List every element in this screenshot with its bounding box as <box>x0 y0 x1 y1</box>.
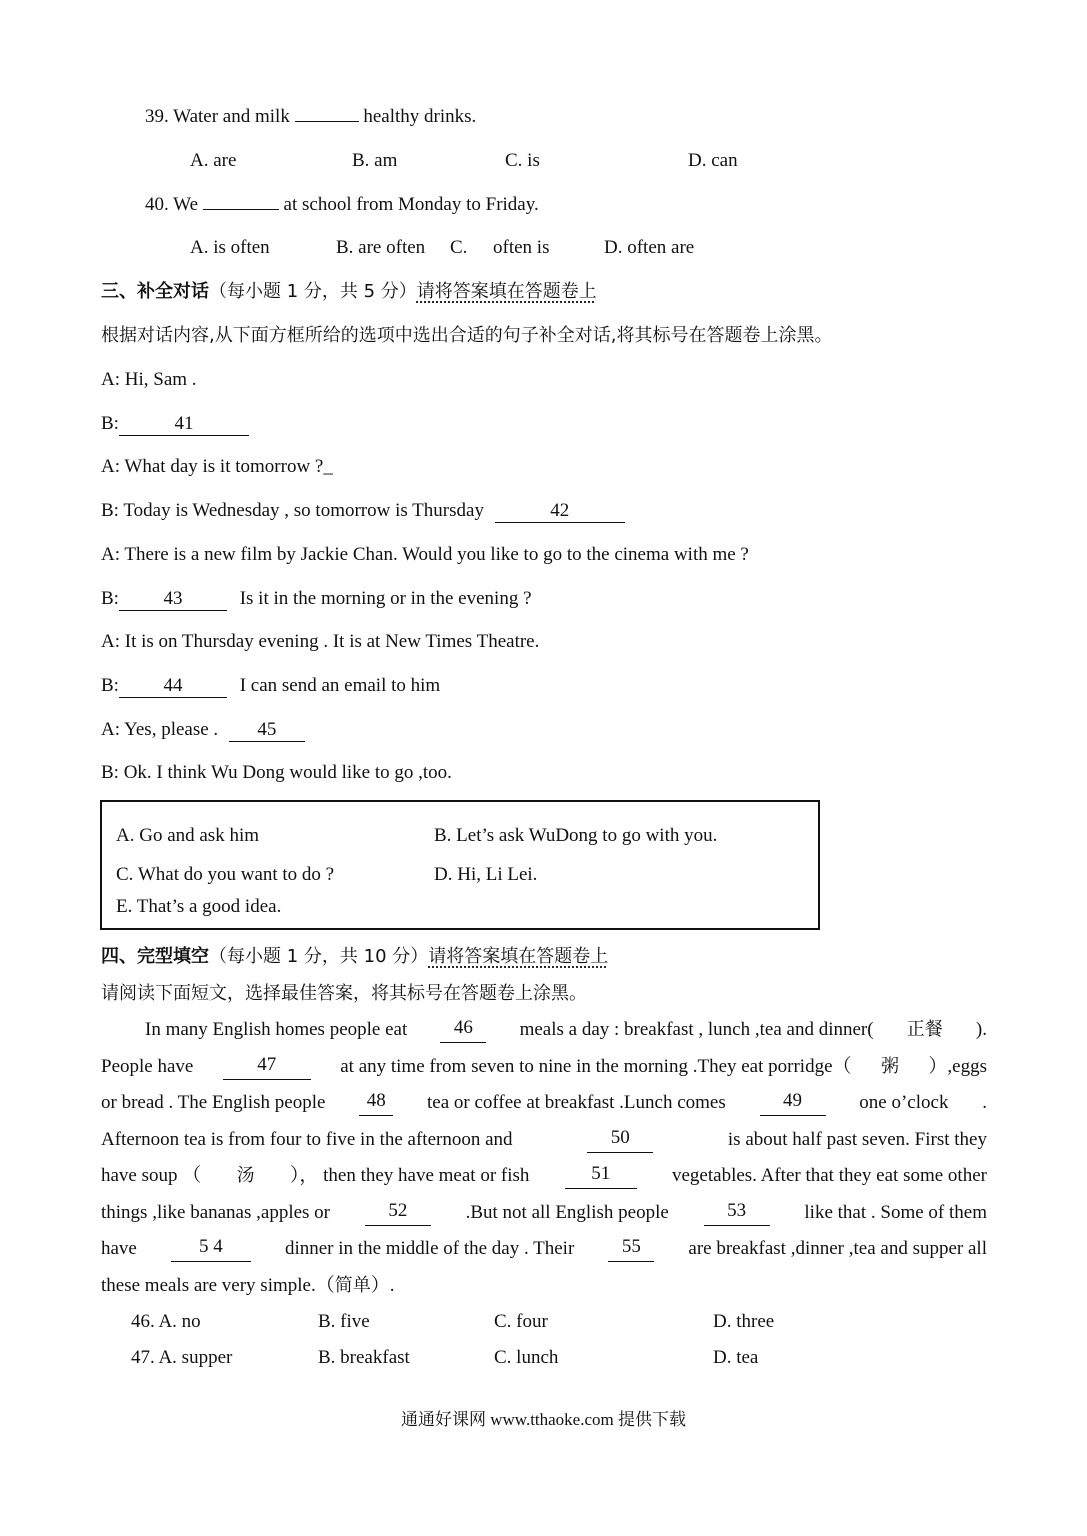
blank-51: 51 <box>565 1163 637 1189</box>
box-option-a: A. Go and ask him <box>116 825 260 846</box>
dialogue-line: B: Ok. I think Wu Dong would like to go ,too. <box>101 762 452 783</box>
blank-55: 55 <box>608 1236 654 1262</box>
dialogue-line: B: 43 Is it in the morning or in the evening ? <box>101 588 532 609</box>
section-3-instruction: 根据对话内容,从下面方框所给的选项中选出合适的句子补全对话,将其标号在答题卷上涂黑。 <box>101 325 833 346</box>
blank-47: 47 <box>223 1054 311 1080</box>
blank-54: 5 4 <box>171 1236 251 1262</box>
dialogue-line: B: Today is Wednesday , so tomorrow is Thursday 42 <box>101 499 625 523</box>
section-4-instruction: 请阅读下面短文，选择最佳答案，将其标号在答题卷上涂黑。 <box>101 983 587 1004</box>
dialogue-line: A: Hi, Sam . <box>101 369 197 390</box>
q40-option-c-letter: C. <box>450 237 468 258</box>
choice-46-option-d: D. three <box>713 1311 775 1332</box>
blank-45: 45 <box>229 719 305 742</box>
passage-line: these meals are very simple.（ 简单 ）. <box>101 1275 395 1296</box>
choice-47-option-b: B. breakfast <box>318 1347 410 1368</box>
box-option-c: C. What do you want to do ? <box>116 864 335 885</box>
question-39: 39. Water and milk healthy drinks. <box>145 106 477 127</box>
dialogue-line: A: There is a new film by Jackie Chan. Would you like to go to the cinema with me ? <box>101 544 749 565</box>
passage-line: have 5 4 dinner in the middle of the day . Their 55 are breakfast ,dinner ,tea and supper all <box>101 1236 987 1262</box>
passage-line: things ,like bananas ,apples or 52 .But not all English people 53 like that . Some of them <box>101 1200 987 1226</box>
q39-option-d: D. can <box>688 150 738 171</box>
box-option-e: E. That’s a good idea. <box>116 896 282 917</box>
dialogue-line: B: 44 I can send an email to him <box>101 675 441 696</box>
section-3-heading: 三、补全对话（每小题 1 分，共 5 分）请将答案填在答题卷上 <box>101 281 597 302</box>
q39-option-b: B. am <box>352 150 398 171</box>
blank-44: 44 <box>119 675 227 698</box>
box-option-b: B. Let’s ask WuDong to go with you. <box>434 825 718 846</box>
q40-option-a: A. is often <box>190 237 270 258</box>
blank-52: 52 <box>365 1200 431 1226</box>
choice-47-option-c: C. lunch <box>494 1347 559 1368</box>
choice-47-option-a: 47. A. supper <box>131 1347 233 1368</box>
options-box <box>100 800 820 930</box>
q40-option-c: often is <box>493 237 550 258</box>
page-footer: 通通好课网 www.tthaoke.com 提供下载 <box>400 1410 687 1429</box>
blank-50: 50 <box>587 1127 653 1153</box>
blank-42: 42 <box>495 500 625 523</box>
choice-46-option-a: 46. A. no <box>131 1311 201 1332</box>
blank-41: 41 <box>119 413 249 436</box>
blank-53: 53 <box>704 1200 770 1226</box>
dialogue-line: A: It is on Thursday evening . It is at New Times Theatre. <box>101 631 540 652</box>
answer-blank <box>295 121 359 122</box>
section-4-heading: 四、完型填空（每小题 1 分，共 10 分）请将答案填在答题卷上 <box>101 946 609 967</box>
blank-46: 46 <box>440 1017 486 1043</box>
q39-option-c: C. is <box>505 150 540 171</box>
dialogue-line: A: Yes, please . 45 <box>101 718 305 742</box>
choice-47-option-d: D. tea <box>713 1347 759 1368</box>
blank-48: 48 <box>359 1090 393 1116</box>
passage-line: or bread . The English people 48 tea or coffee at breakfast .Lunch comes 49 one o’clock . <box>101 1090 987 1116</box>
blank-43: 43 <box>119 588 227 611</box>
q40-option-b: B. are often <box>336 237 426 258</box>
passage-line: have soup （ 汤 ）， then they have meat or fish 51 vegetables. After that they eat some other <box>101 1163 987 1189</box>
box-option-d: D. Hi, Li Lei. <box>434 864 538 885</box>
dialogue-line: B: 41 <box>101 412 249 436</box>
question-40: 40. We at school from Monday to Friday. <box>145 194 539 215</box>
choice-46-option-c: C. four <box>494 1311 548 1332</box>
choice-46-option-b: B. five <box>318 1311 370 1332</box>
blank-49: 49 <box>760 1090 826 1116</box>
passage-line: Afternoon tea is from four to five in the afternoon and 50 is about half past seven. First they <box>101 1127 987 1153</box>
passage-line: In many English homes people eat 46 meals a day : breakfast , lunch ,tea and dinner( 正餐 ). <box>101 1017 987 1043</box>
passage-line: People have 47 at any time from seven to nine in the morning .They eat porridge（ 粥 ）,eggs <box>101 1054 987 1080</box>
q39-option-a: A. are <box>190 150 237 171</box>
dialogue-line: A: What day is it tomorrow ?_ <box>101 456 333 477</box>
q40-option-d: D. often are <box>604 237 695 258</box>
answer-blank <box>203 209 279 210</box>
